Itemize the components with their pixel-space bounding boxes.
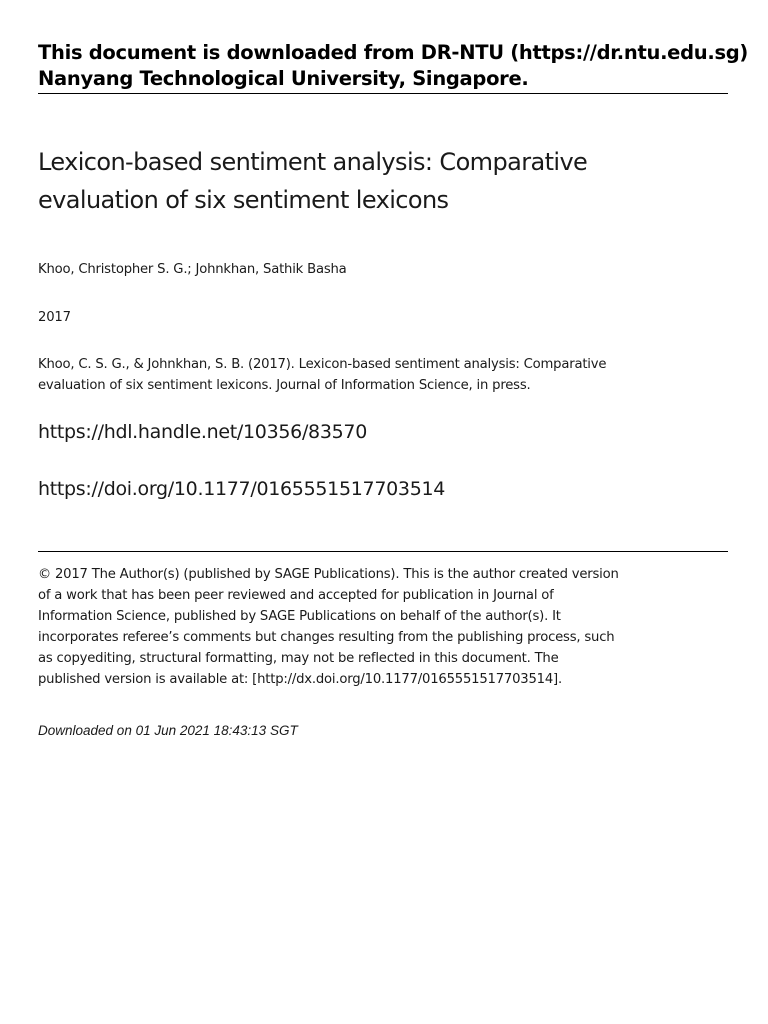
section-divider [38, 551, 728, 552]
copyright-line-1: © 2017 The Author(s) (published by SAGE Publications). This is the author created version [38, 567, 619, 582]
document-title [38, 143, 698, 219]
citation-line-2: evaluation of six sentiment lexicons. Journal of Information Science, in press. [38, 378, 531, 393]
authors: Khoo, Christopher S. G.; Johnkhan, Sathik Basha [38, 262, 347, 277]
publication-year: 2017 [38, 310, 71, 325]
citation-line-1: Khoo, C. S. G., & Johnkhan, S. B. (2017). Lexicon-based sentiment analysis: Comparative [38, 357, 607, 372]
download-timestamp: Downloaded on 01 Jun 2021 18:43:13 SGT [38, 723, 298, 738]
repository-header [38, 40, 749, 92]
header-line-2: Nanyang Technological University, Singapore. [38, 67, 529, 90]
header-line-1: This document is downloaded from DR-NTU (https://dr.ntu.edu.sg) [38, 41, 749, 64]
document-page [38, 0, 749, 1024]
citation [38, 354, 606, 396]
copyright-line-3: Information Science, published by SAGE Publications on behalf of the author(s). It [38, 609, 561, 624]
handle-link[interactable]: https://hdl.handle.net/10356/83570 [38, 421, 367, 443]
copyright-notice [38, 564, 619, 690]
copyright-line-4: incorporates referee’s comments but changes resulting from the publishing process, such [38, 630, 615, 645]
title-line-2: evaluation of six sentiment lexicons [38, 186, 449, 214]
copyright-line-5: as copyediting, structural formatting, may not be reflected in this document. The [38, 651, 559, 666]
doi-link[interactable]: https://doi.org/10.1177/0165551517703514 [38, 478, 446, 500]
copyright-line-2: of a work that has been peer reviewed and accepted for publication in Journal of [38, 588, 554, 603]
title-line-1: Lexicon-based sentiment analysis: Comparative [38, 148, 588, 176]
copyright-line-6: published version is available at: [http://dx.doi.org/10.1177/0165551517703514]. [38, 672, 562, 687]
header-divider [38, 93, 728, 94]
